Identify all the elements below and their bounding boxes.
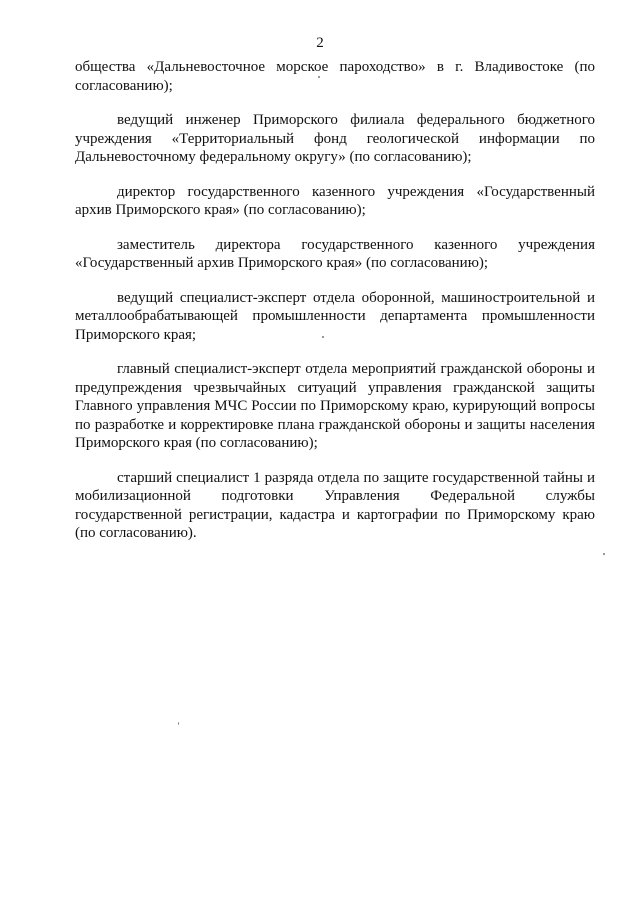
paragraph-item: директор государственного казенного учреждения «Государственный архив Приморского края» (по согласованию); [75, 183, 595, 218]
paragraph-item: ведущий специалист-эксперт отдела оборонной, машиностроительной и металлообрабатывающей промышленности департамента промышленности Приморского края; [75, 289, 595, 343]
scan-speck [318, 76, 320, 78]
paragraph-continuation: общества «Дальневосточное морское пароходство» в г. Владивостоке (по согласованию); [75, 59, 595, 94]
scan-speck [322, 336, 324, 338]
page-number: 2 [316, 35, 324, 51]
scan-speck [178, 722, 179, 725]
paragraph-item: заместитель директора государственного казенного учреждения «Государственный архив Приморского края» (по согласованию); [75, 236, 595, 271]
paragraph-item: старший специалист 1 разряда отдела по защите государственной тайны и мобилизационной подготовки Управления Федеральной службы государственной регистрации, кадастра и картографии по Приморскому краю (по согласованию). [75, 469, 595, 541]
paragraph-item: ведущий инженер Приморского филиала федерального бюджетного учреждения «Территориальный фонд геологической информации по Дальневосточному федеральному округу» (по согласованию); [75, 112, 595, 165]
paragraph-item: главный специалист-эксперт отдела мероприятий гражданской обороны и предупреждения чрезвычайных ситуаций управления гражданской защиты Главного управления МЧС России по Приморскому краю, курирующий вопросы по разработке и корректировке плана гражданской обороны и защиты населения Приморского края (по согласованию); [75, 361, 595, 451]
scan-speck [603, 553, 605, 555]
document-body [75, 58, 595, 559]
